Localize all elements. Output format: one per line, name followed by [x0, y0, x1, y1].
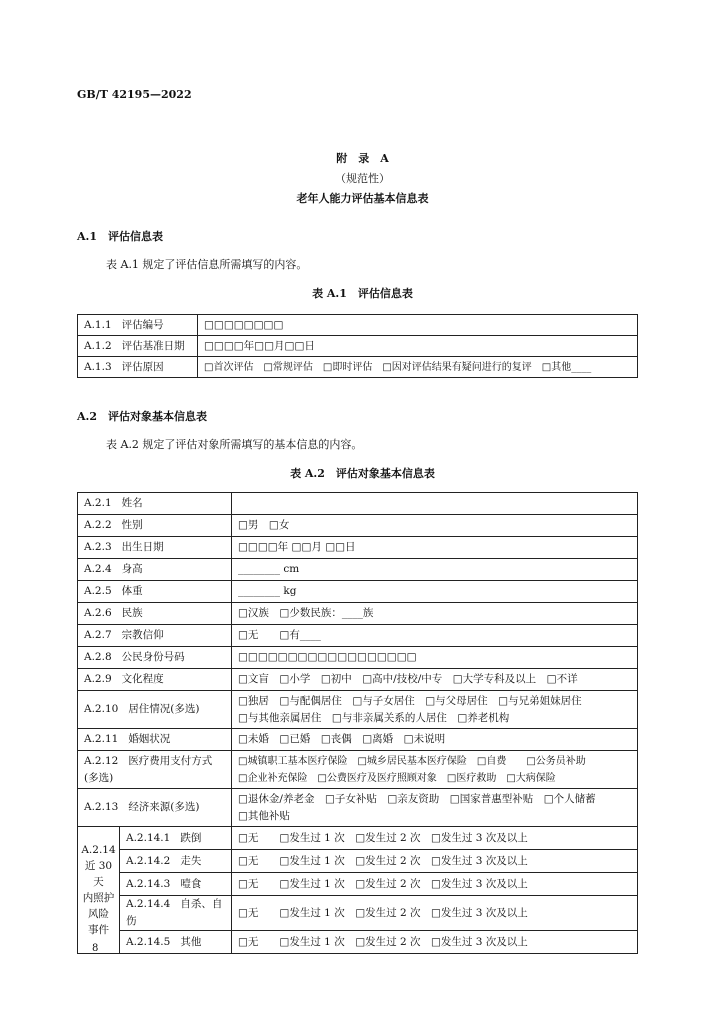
table-row	[78, 559, 638, 581]
row-number: A.2.12	[84, 754, 119, 767]
row-number: A.2.14.5	[126, 935, 171, 948]
row-label-cell	[120, 896, 232, 931]
row-label-cell	[78, 357, 198, 378]
option-line: □与其他亲属居住 □与非亲属关系的人居住 □养老机构	[238, 711, 510, 724]
table-row	[78, 789, 638, 827]
row-label: 身高	[121, 563, 143, 575]
row-number: A.2.14.3	[126, 877, 171, 890]
table-row	[78, 537, 638, 559]
row-label-cell	[78, 315, 198, 336]
ethnicity-options[interactable]: □汉族 □少数民族：____族	[232, 603, 638, 625]
row-label: 宗教信仰	[121, 629, 164, 641]
table-row	[78, 669, 638, 691]
row-number: A.2.5	[84, 585, 112, 597]
row-label-cell	[78, 515, 232, 537]
appendix-title: 附 录 A	[336, 152, 389, 165]
group-label-line: 近 30 天	[84, 860, 113, 888]
option-line: □退休金/养老金 □子女补贴 □亲友资助 □国家普惠型补贴 □个人储蓄	[238, 792, 596, 805]
row-label: 走失	[180, 854, 202, 867]
appendix-subtitle: 老年人能力评估基本信息表	[296, 192, 429, 205]
row-label-suffix: (多选)	[84, 771, 114, 784]
row-label: 评估基准日期	[121, 339, 185, 352]
row-label-cell	[78, 729, 232, 751]
row-label-cell	[78, 336, 198, 357]
section-a1-heading: A.1 评估信息表	[77, 230, 164, 243]
group-label-line: 事件	[88, 924, 109, 936]
row-number: A.1.2	[84, 339, 112, 352]
row-number: A.2.4	[84, 563, 112, 575]
row-label-cell	[78, 751, 232, 789]
row-number: A.2.14.2	[126, 854, 171, 867]
row-number: A.1.1	[84, 318, 112, 331]
row-number: A.2.10	[84, 703, 119, 715]
row-number: A.2.14.4	[126, 898, 171, 910]
table-row	[78, 336, 638, 357]
table-row	[78, 603, 638, 625]
table-a2	[77, 492, 638, 954]
living-situation-options[interactable]	[232, 691, 638, 729]
row-number: A.2.11	[84, 733, 119, 745]
row-label: 噎食	[180, 877, 202, 890]
weight-field[interactable]: ________ kg	[232, 581, 638, 603]
row-number: A.2.8	[84, 651, 112, 663]
row-number: A.2.6	[84, 607, 112, 619]
row-number: A.2.9	[84, 673, 112, 685]
gender-options[interactable]: □男 □女	[232, 515, 638, 537]
table-row	[78, 827, 638, 850]
row-label-cell	[78, 603, 232, 625]
row-label: 姓名	[121, 497, 143, 509]
row-label: 体重	[121, 585, 143, 597]
row-number: A.2.2	[84, 519, 112, 531]
row-label: 民族	[121, 607, 143, 619]
option-line: □其他补贴	[238, 809, 290, 822]
section-a1-paragraph: 表 A.1 规定了评估信息所需填写的内容。	[106, 258, 308, 271]
row-number: A.2.3	[84, 541, 112, 553]
choking-event-options[interactable]: □无 □发生过 1 次 □发生过 2 次 □发生过 3 次及以上	[232, 873, 638, 896]
page-number: 8	[92, 943, 99, 954]
birth-date-field[interactable]: □□□□年 □□月 □□日	[232, 537, 638, 559]
row-number: A.2.1	[84, 497, 112, 509]
option-line: □城镇职工基本医疗保险 □城乡居民基本医疗保险 □自费 □公务员补助	[238, 755, 586, 767]
group-label-line: 内照护	[82, 892, 115, 904]
row-number: A.1.3	[84, 360, 112, 373]
table-row	[78, 873, 638, 896]
section-a2-heading: A.2 评估对象基本信息表	[77, 410, 208, 423]
table-row	[78, 931, 638, 954]
risk-events-group-cell	[78, 827, 120, 954]
payment-method-options[interactable]	[232, 751, 638, 789]
height-field[interactable]: ________ cm	[232, 559, 638, 581]
row-label-cell	[120, 873, 232, 896]
row-label-cell	[78, 789, 232, 827]
row-number: A.2.7	[84, 629, 112, 641]
row-label-cell	[78, 559, 232, 581]
table-a1	[77, 314, 638, 378]
table-row	[78, 315, 638, 336]
other-event-options[interactable]: □无 □发生过 1 次 □发生过 2 次 □发生过 3 次及以上	[232, 931, 638, 954]
row-label-cell	[78, 647, 232, 669]
table-row	[78, 751, 638, 789]
table-row	[78, 729, 638, 751]
religion-options[interactable]: □无 □有____	[232, 625, 638, 647]
assessment-date-field[interactable]: □□□□年□□月□□日	[198, 336, 638, 357]
row-label-cell	[78, 669, 232, 691]
marital-status-options[interactable]: □未婚 □已婚 □丧偶 □离婚 □未说明	[232, 729, 638, 751]
education-options[interactable]: □文盲 □小学 □初中 □高中/技校/中专 □大学专科及以上 □不详	[232, 669, 638, 691]
group-number: A.2.14	[81, 844, 116, 856]
row-label-cell	[78, 625, 232, 647]
row-label-cell	[120, 850, 232, 873]
row-label: 医疗费用支付方式	[128, 754, 213, 767]
row-label: 出生日期	[121, 541, 164, 553]
table-a1-title: 表 A.1 评估信息表	[312, 287, 413, 300]
row-number: A.2.13	[84, 801, 119, 813]
row-label: 公民身份号码	[121, 651, 185, 663]
row-label: 其他	[180, 935, 202, 948]
table-row	[78, 896, 638, 931]
row-label: 居住情况(多选)	[128, 703, 200, 715]
assessment-reason-options[interactable]: □首次评估 □常规评估 □即时评估 □因对评估结果有疑问进行的复评 □其他____	[198, 357, 638, 378]
option-line: □独居 □与配偶居住 □与子女居住 □与父母居住 □与兄弟姐妹居住	[238, 694, 582, 707]
table-row	[78, 691, 638, 729]
document-code: GB/T 42195—2022	[77, 88, 192, 101]
group-label-line: 风险	[88, 908, 109, 920]
wandering-event-options[interactable]: □无 □发生过 1 次 □发生过 2 次 □发生过 3 次及以上	[232, 850, 638, 873]
row-label-cell	[78, 691, 232, 729]
name-field[interactable]	[232, 493, 638, 515]
table-row	[78, 515, 638, 537]
appendix-nature: （规范性）	[335, 172, 390, 185]
row-label-cell	[78, 537, 232, 559]
self-harm-event-options[interactable]: □无 □发生过 1 次 □发生过 2 次 □发生过 3 次及以上	[232, 896, 638, 931]
row-label: 文化程度	[121, 673, 164, 685]
row-label: 经济来源(多选)	[128, 801, 200, 813]
income-source-options[interactable]	[232, 789, 638, 827]
row-number: A.2.14.1	[126, 831, 171, 844]
row-label-cell	[120, 931, 232, 954]
table-row	[78, 357, 638, 378]
table-row	[78, 581, 638, 603]
table-row	[78, 850, 638, 873]
fall-event-options[interactable]: □无 □发生过 1 次 □发生过 2 次 □发生过 3 次及以上	[232, 827, 638, 850]
row-label: 自杀、自伤	[126, 898, 223, 927]
table-a2-title: 表 A.2 评估对象基本信息表	[290, 467, 435, 480]
table-row	[78, 647, 638, 669]
row-label-cell	[120, 827, 232, 850]
id-number-field[interactable]: □□□□□□□□□□□□□□□□□□	[232, 647, 638, 669]
table-row	[78, 493, 638, 515]
table-row	[78, 625, 638, 647]
row-label-cell	[78, 493, 232, 515]
row-label: 评估编号	[121, 318, 164, 331]
assessment-number-field[interactable]: □□□□□□□□	[198, 315, 638, 336]
row-label: 跌倒	[180, 831, 202, 844]
row-label: 性别	[121, 519, 143, 531]
section-a2-paragraph: 表 A.2 规定了评估对象所需填写的基本信息的内容。	[106, 438, 363, 451]
row-label: 评估原因	[121, 360, 164, 373]
row-label: 婚姻状况	[128, 733, 171, 745]
row-label-cell	[78, 581, 232, 603]
option-line: □企业补充保险 □公费医疗及医疗照顾对象 □医疗救助 □大病保险	[238, 772, 556, 784]
